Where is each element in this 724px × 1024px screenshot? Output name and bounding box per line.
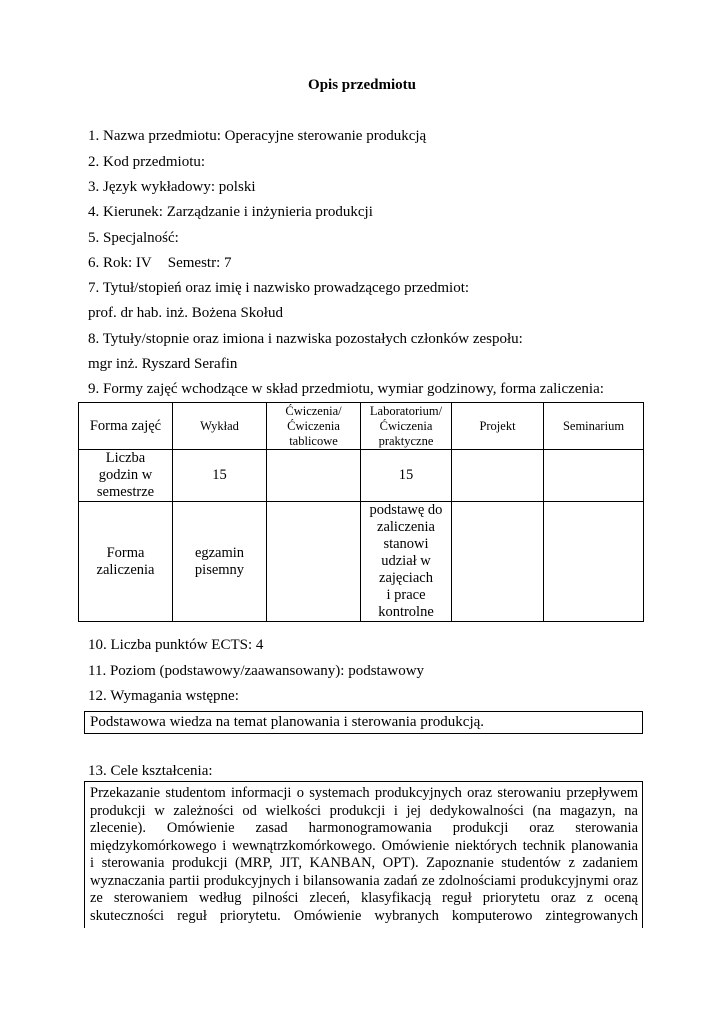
forms-heading: 9. Formy zajęć wchodzące w skład przedmiotu, wymiar godzinowy, forma zaliczenia: (88, 381, 604, 397)
page-title: Opis przedmiotu (308, 77, 416, 93)
language-line: 3. Język wykładowy: polski (88, 179, 256, 195)
goals-line: wyznaczania partii produkcyjnych i bilansowania zadań ze zdolnościami produkcyjnymi oraz (90, 872, 638, 889)
course-code-line: 2. Kod przedmiotu: (88, 154, 206, 170)
lecturer-name: prof. dr hab. inż. Bożena Skołud (88, 305, 283, 321)
goals-line: produkcji w zależności od wielkości produkcji i jej dedykowalności (na magazyn, na (90, 802, 638, 819)
header-cwiczenia: Ćwiczenia/ Ćwiczenia tablicowe (267, 403, 361, 450)
cell-credit-seminarium (544, 502, 644, 622)
table-header-row (79, 403, 644, 450)
goals-line: ze sterowaniem według pilności zleceń, klasyfikacją reguł priorytetu oraz z oceną (90, 890, 638, 906)
cell-credit-cwiczenia (267, 502, 361, 622)
prerequisites-box: Podstawowa wiedza na temat planowania i sterowania produkcją. (84, 711, 643, 734)
cell-hours-laboratorium: 15 (361, 450, 452, 502)
table-row (79, 450, 644, 502)
goals-line: międzykomórkowego i wewnątrzkomórkowego. Omówienie niektórych technik planowania (90, 837, 638, 854)
course-name-line: 1. Nazwa przedmiotu: Operacyjne sterowanie produkcją (88, 128, 427, 144)
specialty-line: 5. Specjalność: (88, 230, 179, 246)
level-line: 11. Poziom (podstawowy/zaawansowany): podstawowy (88, 663, 425, 679)
cell-hours-wyklad: 15 (173, 450, 267, 502)
header-forma-zajec: Forma zajęć (79, 403, 173, 450)
goals-line: skuteczności reguł priorytetu. Omówienie wybranych komputerowo zintegrowanych (90, 907, 638, 924)
row-label-hours: Liczba godzin w semestrze (79, 450, 173, 502)
team-member: mgr inż. Ryszard Serafin (88, 356, 238, 372)
cell-hours-projekt (452, 450, 544, 502)
field-line: 4. Kierunek: Zarządzanie i inżynieria produkcji (88, 204, 373, 220)
header-projekt: Projekt (452, 403, 544, 450)
cell-hours-cwiczenia (267, 450, 361, 502)
cell-credit-wyklad: egzamin pisemny (173, 502, 267, 622)
header-wyklad: Wykład (173, 403, 267, 450)
cell-credit-projekt (452, 502, 544, 622)
header-seminarium: Seminarium (544, 403, 644, 450)
semester-text: Semestr: 7 (167, 255, 232, 271)
goals-box (84, 781, 643, 928)
lecturer-heading: 7. Tytuł/stopień oraz imię i nazwisko prowadzącego przedmiot: (88, 280, 470, 296)
goals-line: i sterowania produkcji (MRP, JIT, KANBAN, OPT). Zapoznanie studentów z zadaniem (90, 855, 638, 871)
team-heading: 8. Tytuły/stopnie oraz imiona i nazwiska pozostałych członków zespołu: (88, 331, 523, 347)
year-semester-line (88, 254, 232, 272)
goals-heading: 13. Cele kształcenia: (88, 763, 213, 779)
table-row (79, 502, 644, 622)
class-forms-table (78, 402, 644, 622)
row-label-credit: Forma zaliczenia (79, 502, 173, 622)
year-text: 6. Rok: IV (88, 255, 152, 271)
header-laboratorium: Laboratorium/ Ćwiczenia praktyczne (361, 403, 452, 450)
prerequisites-heading: 12. Wymagania wstępne: (88, 688, 239, 704)
goals-line: Przekazanie studentom informacji o systemach produkcyjnych oraz sterowaniu przepływem (90, 785, 638, 801)
cell-hours-seminarium (544, 450, 644, 502)
ects-line: 10. Liczba punktów ECTS: 4 (88, 637, 264, 653)
cell-credit-laboratorium: podstawę do zaliczenia stanowi udział w zajęciach i prace kontrolne (361, 502, 452, 622)
goals-line: zlecenie). Omówienie zasad harmonogramowania produkcji oraz sterowania (90, 820, 638, 836)
